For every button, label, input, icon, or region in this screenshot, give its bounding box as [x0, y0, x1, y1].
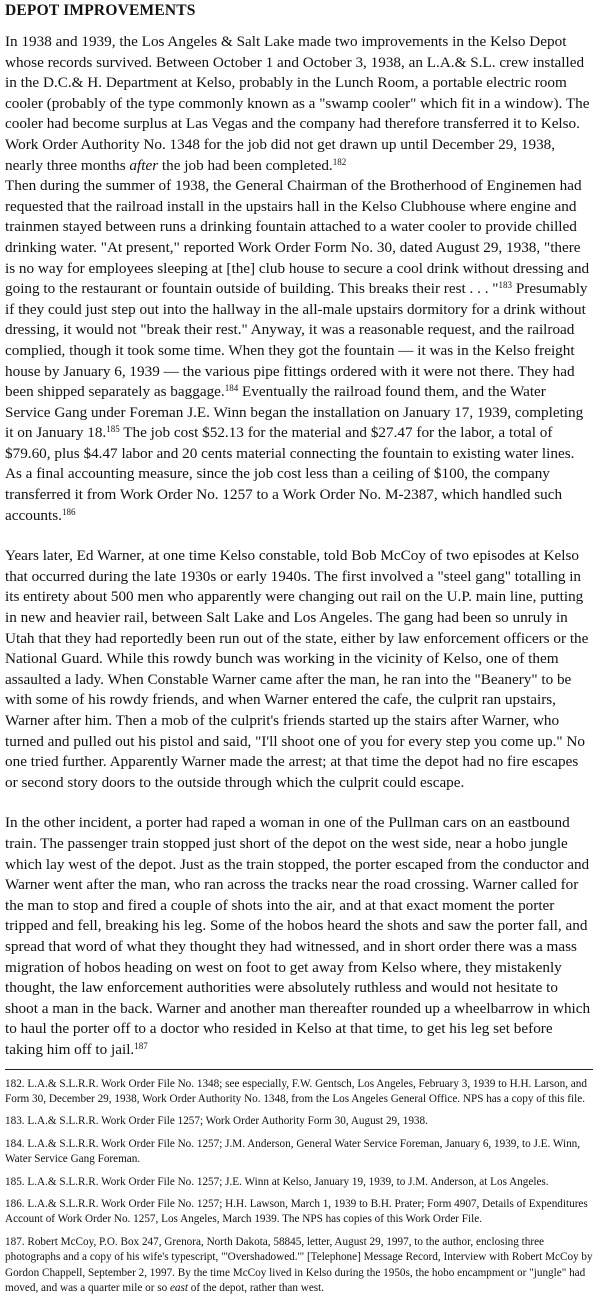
document-page	[5, 0, 593, 1296]
section-title: DEPOT IMPROVEMENTS	[5, 0, 593, 20]
emphasis-text: east	[170, 1282, 188, 1294]
footnote-186: 186. L.A.& S.L.R.R. Work Order File No. 1257; H.H. Lawson, March 1, 1939 to B.H. Prater; Form 4907, Details of Expenditures Account of Work Order No. 1257, Los Angeles, March 1939. The NPS has copies of this Work Order File.	[5, 1197, 593, 1228]
footnote-text: 187. Robert McCoy, P.O. Box 247, Grenora, North Dakota, 58845, letter, August 29, 1997, to the author, enclosing three photographs and a copy of his wife's typescript, "'Overshadowed.'" [Telephone] Message Record, Interview with Robert McCoy by Gordon Chappell, September 2, 1997. By the time McCoy lived in Kelso during the 1950s, the hobo encampment or "jungle" had moved, and was a quarter mile or so	[5, 1236, 593, 1294]
paragraph-porter	[5, 813, 593, 1060]
paragraph-text: Eventually the railroad found them, and the Water Service Gang under Foreman J.E. Winn began the installation on January 17, 1939, completing it on January 18.	[5, 383, 583, 441]
footnote-187	[5, 1235, 593, 1296]
footnote-184: 184. L.A.& S.L.R.R. Work Order File No. 1257; J.M. Anderson, General Water Service Foreman, January 6, 1939, to J.E. Winn, Water Service Gang Foreman.	[5, 1137, 593, 1168]
footnote-ref-185[interactable]: 185	[106, 424, 120, 434]
paragraph-text: In the other incident, a porter had raped a woman in one of the Pullman cars on an eastbound train. The passenger train stopped just short of the depot on the west side, near a hobo jungle which lay west of the depot. Just as the train stopped, the porter escaped from the conductor and Warner went after the man, who ran across the tracks near the road crossing. Warner called for the man to stop and fired a couple of shots into the air, and at that exact moment the porter tripped and fell, breaking his leg. Some of the hobos heard the shots and saw the porter fall, and spread that word of what they thought they had witnessed, and in short order there was a mass migration of hobos heading on west on foot to get away from Kelso where, they mistakenly thought, the law enforcement authorities were absolutely ruthless and would not hesitate to shoot a man in the back. Warner and another man thereafter rounded up a wheelbarrow in which to haul the porter off to a doctor who resided in Kelso at that time, to get his leg set before taking him off to jail.	[5, 814, 590, 1058]
paragraph-fountain	[5, 176, 593, 526]
paragraph-text: In 1938 and 1939, the Los Angeles & Salt Lake made two improvements in the Kelso Depot whose records survived. Between October 1 and October 3, 1938, an L.A.& S.L. crew installed in the D.C.& H. Department at Kelso, probably in the Lunch Room, a portable electric room cooler (probably of the type commonly known as a "swamp cooler" which fit in a window). The cooler had become surplus at Las Vegas and the company had therefore transferred it to Kelso. Work Order Authority No. 1348 for the job did not get drawn up until December 29, 1938, nearly three months	[5, 33, 589, 174]
footnote-ref-186[interactable]: 186	[62, 507, 76, 517]
paragraph-cooler	[5, 32, 593, 176]
footnote-185: 185. L.A.& S.L.R.R. Work Order File No. 1257; J.E. Winn at Kelso, January 19, 1939, to J.M. Anderson, at Los Angeles.	[5, 1175, 593, 1190]
emphasis-text: after	[129, 157, 158, 174]
footnote-183: 183. L.A.& S.L.R.R. Work Order File 1257; Work Order Authority Form 30, August 29, 1938.	[5, 1114, 593, 1129]
paragraph-text: Then during the summer of 1938, the General Chairman of the Brotherhood of Enginemen had requested that the railroad install in the upstairs hall in the Kelso Clubhouse where engine and trainmen stayed between runs a drinking fountain attached to a water cooler to provide chilled drinking water. "At present," reported Work Order Form No. 30, dated August 29, 1938, "there is no way for employees sleeping at [the] club house to secure a cool drink without dressing and going to the restaurant or fountain outside of building. This breaks their rest . . . "	[5, 177, 589, 297]
footnote-divider	[5, 1069, 593, 1070]
footnote-182: 182. L.A.& S.L.R.R. Work Order File No. 1348; see especially, F.W. Gentsch, Los Angeles, February 3, 1939 to H.H. Larson, and Form 30, December 29, 1938, Work Order Authority No. 1348, from the Los Angeles General Office. NPS has a copy of this file.	[5, 1077, 593, 1108]
footnote-ref-187[interactable]: 187	[134, 1041, 148, 1051]
footnote-ref-183[interactable]: 183	[499, 280, 513, 290]
paragraph-text: The job cost $52.13 for the material and $27.47 for the labor, a total of $79.60, plus $4.47 labor and 20 cents material connecting the fountain to existing water lines. As a final accounting measure, since the job cost less than a ceiling of $100, the company transferred it from Work Order No. 1257 to a Work Order No. M-2387, which handled such accounts.	[5, 424, 574, 523]
footnote-ref-182[interactable]: 182	[333, 157, 347, 167]
footnotes	[5, 1077, 593, 1296]
footnote-text: of the depot, rather than west.	[188, 1282, 324, 1294]
footnote-ref-184[interactable]: 184	[225, 383, 239, 393]
paragraph-text: the job had been completed.	[158, 157, 333, 174]
paragraph-text: Presumably if they could just step out into the hallway in the all-male upstairs dormitory for a drink without dressing, it would not "break their rest." Anyway, it was a reasonable request, and the railroad complied, though it took some time. When they got the fountain — it was in the Kelso freight house by January 6, 1939 — the various pipe fittings ordered with it were not there. They had been shipped separately as baggage.	[5, 280, 588, 400]
body-text	[5, 32, 593, 1061]
paragraph-steel-gang: Years later, Ed Warner, at one time Kelso constable, told Bob McCoy of two episodes at Kelso that occurred during the late 1930s or early 1940s. The first involved a "steel gang" totalling in its entirety about 500 men who apparently were changing out rail on the U.P. main line, putting in new and heavier rail, between Salt Lake and Los Angeles. The gang had been so unruly in Utah that they had reportedly been run out of the state, either by law enforcement officers or the National Guard. While this rowdy bunch was working in the vicinity of Kelso, one of them assaulted a lady. When Constable Warner came after the man, he ran into the "Beanery" to be with some of his rowdy friends, and when Warner entered the cafe, the culprit ran upstairs, Warner after him. Then a mob of the culprit's friends started up the stairs after Warner, who turned and pulled out his pistol and said, "I'll shoot one of you for every step you come up." No one tried further. Apparently Warner made the arrest; at that time the depot had no fire escapes or second story doors to the outside through which the culprit could escape.	[5, 546, 593, 793]
